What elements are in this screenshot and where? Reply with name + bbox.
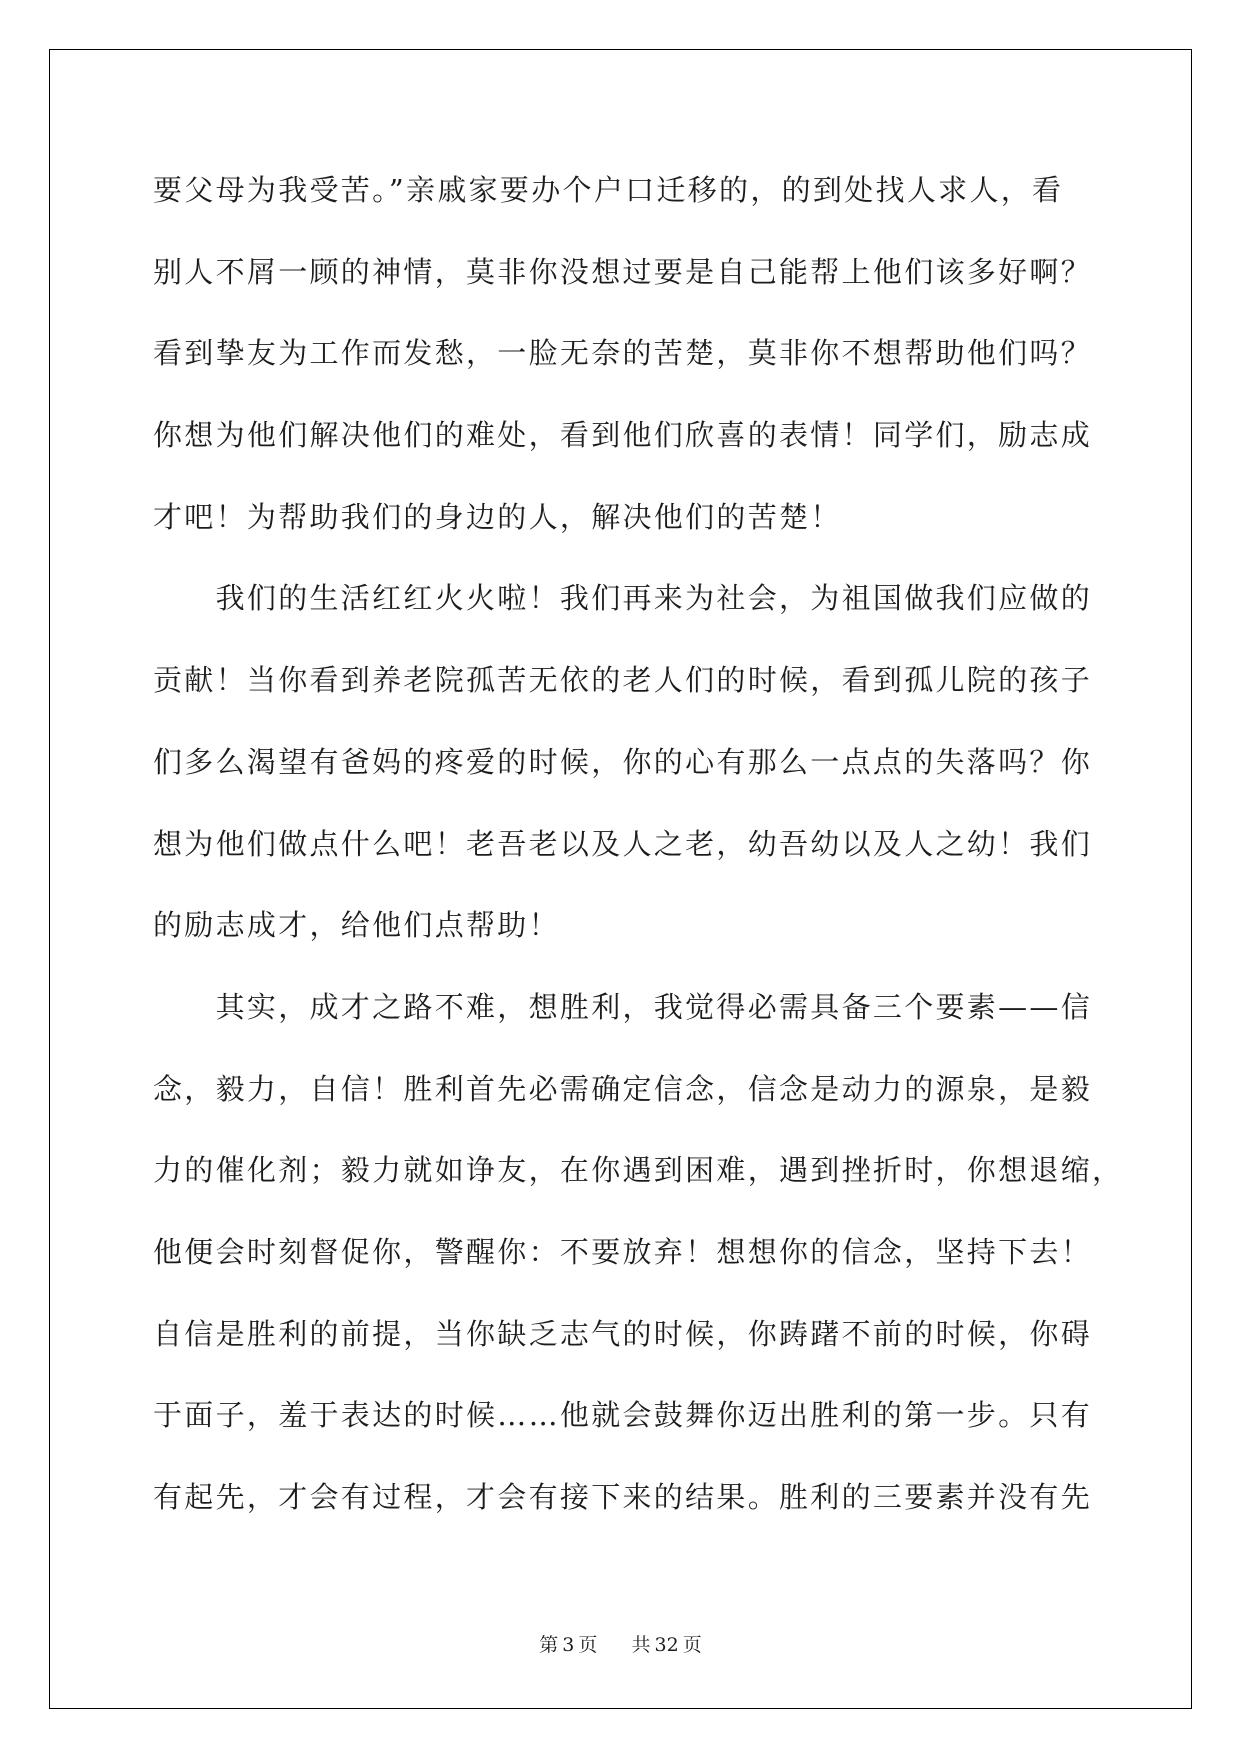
total-page-count: 32: [654, 1634, 679, 1656]
text-line: 们多么渴望有爸妈的疼爱的时候，你的心有那么一点点的失落吗？你: [153, 744, 1093, 779]
text-line: 才吧！为帮助我们的身边的人，解决他们的苦楚！: [153, 499, 842, 534]
paragraph: [153, 150, 1153, 558]
page-footer: [0, 1631, 1241, 1659]
total-pages: [632, 1634, 702, 1656]
text-line: 看到挚友为工作而发愁，一脸无奈的苦楚，莫非你不想帮助他们吗？: [153, 336, 1093, 371]
text-line: 念，毅力，自信！胜利首先必需确定信念，信念是动力的源泉，是毅: [153, 1071, 1093, 1106]
text-line: 有起先，才会有过程，才会有接下来的结果。胜利的三要素并没有先: [153, 1480, 1093, 1514]
total-prefix-label: 共: [631, 1634, 651, 1656]
text-line: 于面子，羞于表达的时候……他就会鼓舞你迈出胜利的第一步。只有: [153, 1398, 1093, 1433]
paragraph: [153, 558, 1153, 966]
text-line: 你想为他们解决他们的难处，看到他们欣喜的表情！同学们，励志成: [153, 418, 1093, 453]
text-line: 我们的生活红红火火啦！我们再来为社会，为祖国做我们应做的: [215, 581, 1092, 616]
text-line: 他便会时刻督促你，警醒你：不要放弃！想想你的信念，坚持下去！: [153, 1234, 1093, 1269]
page-unit-label: 页: [578, 1634, 598, 1656]
text-line: 贡献！当你看到养老院孤苦无依的老人们的时候，看到孤儿院的孩子: [153, 663, 1093, 698]
page-number: [539, 1634, 603, 1656]
text-line: 力的催化剂；毅力就如诤友，在你遇到困难，遇到挫折时，你想退缩，: [153, 1153, 1124, 1188]
current-page-number: 3: [562, 1634, 575, 1656]
paragraph: [153, 967, 1153, 1539]
text-line: 要父母为我受苦。”亲戚家要办个户口迁移的，的到处找人求人，看: [153, 173, 1064, 207]
text-line: 想为他们做点什么吧！老吾老以及人之老，幼吾幼以及人之幼！我们: [153, 826, 1093, 861]
total-unit-label: 页: [682, 1634, 702, 1656]
text-line: 别人不屑一顾的神情，莫非你没想过要是自己能帮上他们该多好啊？: [153, 254, 1093, 289]
text-line: 自信是胜利的前提，当你缺乏志气的时候，你踌躇不前的时候，你碍: [153, 1316, 1093, 1351]
document-body: [153, 150, 1153, 1539]
text-line: 的励志成才，给他们点帮助！: [153, 908, 560, 943]
page-prefix-label: 第: [539, 1634, 559, 1656]
text-line: 其实，成才之路不难，想胜利，我觉得必需具备三个要素——信: [215, 989, 1092, 1024]
